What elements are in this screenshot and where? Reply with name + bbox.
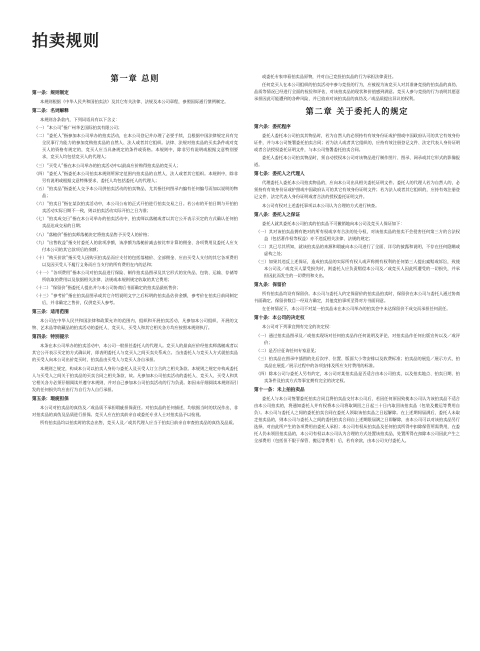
paragraph: 本公司对拍卖品的真伪及／或品质不承担瑕疵担保责任。对拍卖品的任何描述，均依据当时的状况作出，非对拍卖品的真伪及品质进行担保。竞买人应在拍卖前亲自或委托专业人士对拍卖品予以检视。 [32,404,238,417]
list-clause: （四）“委托人”指委托本公司拍卖本规则所界定范围内拍卖品的自然人、法人或者其它组织。本规则中，除非另有说明或根据文意特殊要求，委托人均包括委托人的代理人； [34,170,238,183]
list-clause: （一）其对该拍卖品拥有绝对的所有权或享有合法的处分权，对该拍卖品的拍卖不会侵害任何第三方的合法权益（包括著作权等权益）亦不违反相关法律、法规的规定； [256,228,460,241]
list-clause: （一）通过拍卖品图录及／或拍卖现场对任何拍卖品作任何说明及评论、对拍卖品作任何出版宣传以及／或评价； [256,332,460,345]
list-clause: （三）拍卖品在图录中插图的先后次序、位置、版面大小等安排以及收费标准；拍卖品的展览／展示方式、拍卖品在展览／展示过程中的各项安排及所应支付费用的标准。 [256,355,460,368]
paragraph: 本规则各条款内，下列词语具有以下含义： [40,117,120,122]
paragraph: 委托人委托本公司拍卖物品时，须自动授权本公司对该物品进行制作图片、图录、网录或其它形式的影像报道。 [254,155,460,168]
list-clause: （十）“购买价款”指买受人因购买拍卖品而应支付的包括落槌价、全部佣金、应由买受人支付的其它各项费用以及因买受人不履行义务而应当支付的所有费用在内的总和； [34,254,238,267]
paragraph: 本规则之规定，构成本公司以拍卖人身份与委托人及买受人订立合约之相关条款。本规则之规定亦构成委托人与买受人之间关于拍卖品的买卖合同之相关条款，故。凡参加本公司拍卖活动的委托人、竞买人、买受人和其它相关各方必须仔细阅读并遵守本规则，并对自己参加本公司拍卖活动的行为负责。如因未仔细阅读本规则而引发的任何损失均应由行为自行为人自行承担。 [32,365,238,392]
article-heading: 第四条：特别提示 [32,335,69,341]
list-clause: （六）“拍卖日”指在某次拍卖活动中，本公司公布的正式开拍进行拍卖交易之日。若公布的开拍日期与开拍拍卖活动实际日期不一致，则以拍卖活动实际开拍之日为准； [34,201,238,214]
list-clause: （二）其已尽其所知，就该拍卖品的来源和瑕疵向本公司进行了全面、详尽的披露和说明，不存在任何隐瞒或虚构之处； [256,243,460,256]
paragraph: 本规则根据《中华人民共和国拍卖法》及其它有关法律、法规及本公司章程，参照国际通行惯例制定。 [40,99,229,104]
list-clause: （二）“委托人”指参加本公司举办的拍卖活动，在本公司登记并办理了必要手续，且根据中国法律规定具有完全民事行为能力的参加竞购拍卖品的自然人、法人或者其它组织。法律、法规对拍卖品的买卖条件或对竞买人的资格有规定的，竞买人应当具备规定的条件或资格。本规则中，除非另有说明或根据文意特别要求，竞买人均包括竞买人的代理人； [34,133,238,160]
list-clause: （五）“拍卖品”指委托人交予本公司供拍卖活动的拍卖物品，尤其指任何图录内编有任何编号而加以说明的物品； [34,185,238,198]
two-column-body [32,73,460,445]
article-heading: 第三条：适用范围 [32,310,69,316]
paragraph: 或委托专家审看拍卖品原物，并对自己竞投拍卖品的行为承担法律责任。 [262,74,397,79]
list-clause: （二）是否应征询任何专家意见； [256,347,319,353]
article-heading: 第七条：委托人之代理人 [254,172,305,178]
article-heading: 第十一条：未上拍拍卖品 [254,388,305,394]
paragraph: 委托人与本公司签署委托拍卖合同且将拍卖品交付本公司后，若因任何原因致使本公司认为该拍卖品不适合由本公司拍卖的，将通知委托人并有权将本公司将取调回之日起三十日内取回该拍卖品（包装及搬运等费用自负）。本公司与委托人之间的委托拍卖合同在委托人领取该拍卖品之日起解除。在上述期间届满后，委托人未取走拍卖品的，则本公司与委托人之间的委托拍卖合同自上述期限届满之日即解除，由本公司可以对该拍卖品另行选择，对由此所产生的各项费用由委托人承担；本公司有权从拍卖品及任何拍卖所得中扣除保管所需费用，在委托人仍未领回拍卖品的，本公司有权以本公司认为合理的方式处置该拍卖品，处置所得在扣除本公司因此产生之全部费用（包括但不限于保管、搬运等费用）后，若有余款，由本公司支付委托人。 [254,396,460,444]
article-heading: 第八条：委托人之保证 [254,212,300,218]
paragraph: 代理委托人委托本公司拍卖物品的，应向本公司出具相关委托证明文件。委托人的代理人若为自然人的，必须持有有效身份证或护照或中国政府认可的其它有效身份证明文件；若为法人或者其它组织的，应持有效注册登记文件、法定代表人身份证明或者合法的授权委托证明文件。 [254,180,460,200]
paragraph: 本条在本公司举办的拍卖活动中，本公司一般担任委托人的代理人。竞买人的最高应价经拍卖师落槌或者以其它公开表示买定的方式确认时，即表明委托人与竞买人之间买卖关系成立。当由委托人与竞买人方式就拍卖品的买受人向本公司出价竞买时，拍卖品由买受人与竞买人各自承担。 [32,343,238,363]
chapter-heading: 第一章 总则 [110,73,160,83]
paragraph: 在任何情况下，本公司不对某一拍卖品未在本公司举办的拍卖会中未达保留价不成交而承担任何责任。 [262,306,451,312]
left-column [32,73,238,445]
paragraph: 本公司有权对上述委托事项以本公司认为合理的方式进行核查。 [262,202,380,208]
article-heading: 第六条：委托程序 [254,125,291,131]
paragraph: 本公司对下列事宜拥有完全的决定权： [262,324,334,330]
list-clause: （十二）“保留价”指委托人提出并与本公司协商后书面确定的拍卖品最低售价； [34,285,181,291]
right-column [254,73,460,445]
list-clause: （十三）“参考价”指在拍卖品图录或其它介绍说明文字之后标明的拍卖品估价金额，参考价在拍卖日前同制定后，并非确定之售价，仅供竞买人参考。 [34,293,238,306]
list-clause: （一）“本公司”指广州华艺国际拍卖有限公司； [34,125,123,131]
list-clause: （四）除本公司与委托人另有约定，本公司对某拍卖品是否适合由本公司拍卖，以及拍卖地点、拍卖日期、拍卖条件及拍卖方式等事宜拥有完全的决定权。 [256,371,460,384]
list-clause: （十一）“各项费用”指本公司对拍卖品进行保险、制作拍卖品图录及其它形式的宣传品、包装、运输、存储等所收取的费用以及依据相关法律、法规或本规则规定收取的其它费用； [34,270,238,283]
paragraph: 所有拍卖品均以拍卖时的状态出售，竞买人及／或其代理人应当于拍卖日前亲自审查拍卖品的真伪及品质。 [40,419,237,425]
paragraph: 委托人就其委托本公司拍卖的拍卖品不可撤销地向本公司及竞买人保证如下： [262,220,405,226]
article-heading: 第二条：名词解释 [32,109,69,114]
paragraph: 任何竞买人在本公司组织的拍卖活动中参与竞投的行为，应被视为该竞买人对其准备竞投的拍卖品的真伪、品质等情况已经进行全面的检验和评估，对该拍卖品的现状和价值感到满意。竞买人参与竞投的行为表明其愿意承担因此可能遭到的各种风险，并已放弃对该拍卖品的真伪及／或品质提出异议的权利。 [254,82,460,102]
list-clause: （三）“买受人”指在本公司举办的拍卖活动中以最高应价购得拍卖品的竞买人； [34,162,181,168]
article-heading: 第九条：保留价 [254,283,287,289]
paragraph: 本公司在中华人民共和国法律和政策允许的范围内，组织和开展拍卖活动，凡参加本公司组织、开展的文物、艺术品等收藏品的拍卖活动的委托人、竞买人、买受人和其它相关各方均应按照本规则执行。 [32,318,238,331]
paragraph: 所有拍卖品均设有保留价。本公司与委托人约定保留价的拍卖品拍卖时，保留价在本公司与委托人通过协商书面确定。保留价数目一经双方确定，其他竞拍事项至得对方书面同意。 [254,291,460,304]
article-heading: 第五条：瑕疵担保 [32,396,69,402]
list-clause: （九）“出售收益”指支付委托人的款项净额，该净额为落槌价减去按比率计算的佣金、各项费用及委托人应支付本公司的其它款项后的余额； [34,239,238,252]
paragraph: 委托人委托本公司拍卖其物品时，若为自然人的必须持有有效身份证或护照或中国政府认可的其它有效身份证件，并与本公司签署委托拍卖合同；若为法人或者其它组织的，应持有效注册登记文件、法定代表人身份证明或者合法授权委托证明文件，与本公司签署委托拍卖合同。 [254,133,460,153]
list-clause: （三）如果其违反上述保证，造成拍卖品的实际所有权人或声称拥有权利的任何第三人提出索赔或诉讼，致使本公司及／或竞买人蒙受损失时，则委托人应负责赔偿本公司及／或竞买人因此所遭受的一切损失，并承担因此而发生的一切费用和支出。 [256,259,460,279]
chapter-heading: 第二章 关于委托人的规定 [305,106,409,117]
article-heading: 第十条：本公司的决定权 [254,316,305,322]
document-title: 拍卖规则 [32,31,101,50]
list-clause: （七）“拍卖成交日”指在本公司举办的拍卖活动中，拍卖师以落槌或者以其它公开表示买定的方式确认任何拍卖品达成交易的日期； [34,216,238,229]
list-clause: （八）“落槌价”指拍卖师落槌决定将拍卖品售予买受人的价格； [34,231,152,237]
article-heading: 第一条：规则制定 [32,91,69,96]
